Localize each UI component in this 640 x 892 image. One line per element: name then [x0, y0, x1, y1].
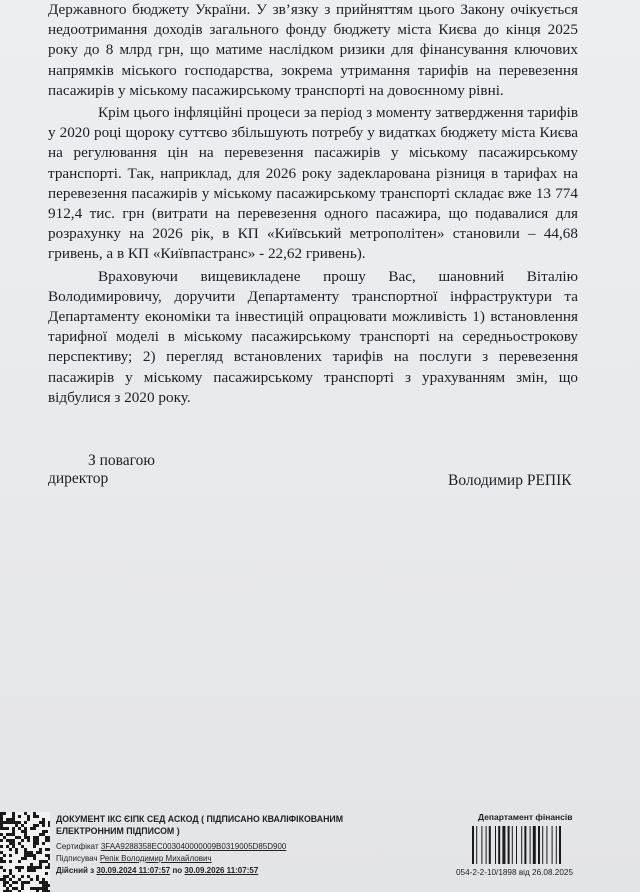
registration-stamp: [446, 810, 606, 880]
letter-body: [48, 0, 578, 410]
closing-regards: З повагою: [88, 452, 155, 469]
valid-from-value: 30.09.2024 11:07:57: [96, 866, 171, 875]
signer-value: Репік Володимир Михайлович: [99, 854, 212, 863]
e-signature-block: [56, 813, 386, 877]
barcode-icon: [470, 826, 580, 864]
signer-name: Володимир РЕПІК: [448, 472, 572, 489]
stamp-reg-number: 054-2-2-10/1898 від 26.08.2025: [456, 868, 574, 877]
certificate-label: Сертифікат: [56, 842, 99, 851]
paragraph-3: Враховуючи вищевикладене прошу Вас, шановний Віталію Володимировичу, доручити Департаменту транспортної інфраструктури та Департаменту економіки та інвестицій опрацювати можливість 1) встановлення тарифної моделі в міському пасажирському транспорті на середньострокову перспективу; 2) перегляд встановлених тарифів на послуги з перевезення пасажирів у міському пасажирському транспорті з урахуванням змін, що відбулися з 2020 року.: [48, 267, 578, 406]
valid-to-value: 30.09.2026 11:07:57: [184, 866, 259, 875]
certificate-value: 3FAA9288358EC003040000009B0319005D85D900: [100, 842, 287, 851]
signature-doc-header: ДОКУМЕНТ ІКС ЄІПК СЕД АСКОД ( ПІДПИСАНО КВАЛІФІКОВАНИМ ЕЛЕКТРОННИМ ПІДПИСОМ ): [56, 814, 344, 836]
certificate-line: [56, 841, 386, 853]
valid-from-label: Дійсний з: [56, 866, 95, 875]
signer-line: [56, 853, 386, 865]
validity-line: [56, 865, 386, 877]
signer-position: директор: [48, 470, 109, 487]
paragraph-1: Державного бюджету України. У зв’язку з прийняттям цього Закону очікується недоотримання доходів загального фонду бюджету міста Києва до кінця 2025 року до 8 млрд грн, що матиме наслідком ризики для фінансування ключових напрямків міського господарства, зокрема утримання тарифів на перевезення пасажирів у міському пасажирському транспорті на довоєнному рівні.: [48, 1, 578, 99]
qr-code-icon: [0, 812, 50, 892]
valid-to-label: по: [172, 866, 183, 875]
stamp-department: Департамент фінансів: [478, 812, 573, 822]
paragraph-2: Крім цього інфляційні процеси за період з моменту затвердження тарифів у 2020 році щороку суттєво збільшують потребу у видатках бюджету міста Києва на регулювання цін на перевезення пасажирів у міському пасажирському транспорті. Так, наприклад, для 2026 року задекларована різниця в тарифах на перевезення пасажирів у міському пасажирському транспорті складає вже 13 774 912,4 тис. грн (витрати на перевезення одного пасажира, що подавалися для розрахунку на 2026 рік, в КП «Київський метрополітен» становили – 44,68 гривень, а в КП «Київпастранс» - 22,62 гривень).: [48, 104, 578, 263]
signer-label: Підписувач: [56, 854, 98, 863]
